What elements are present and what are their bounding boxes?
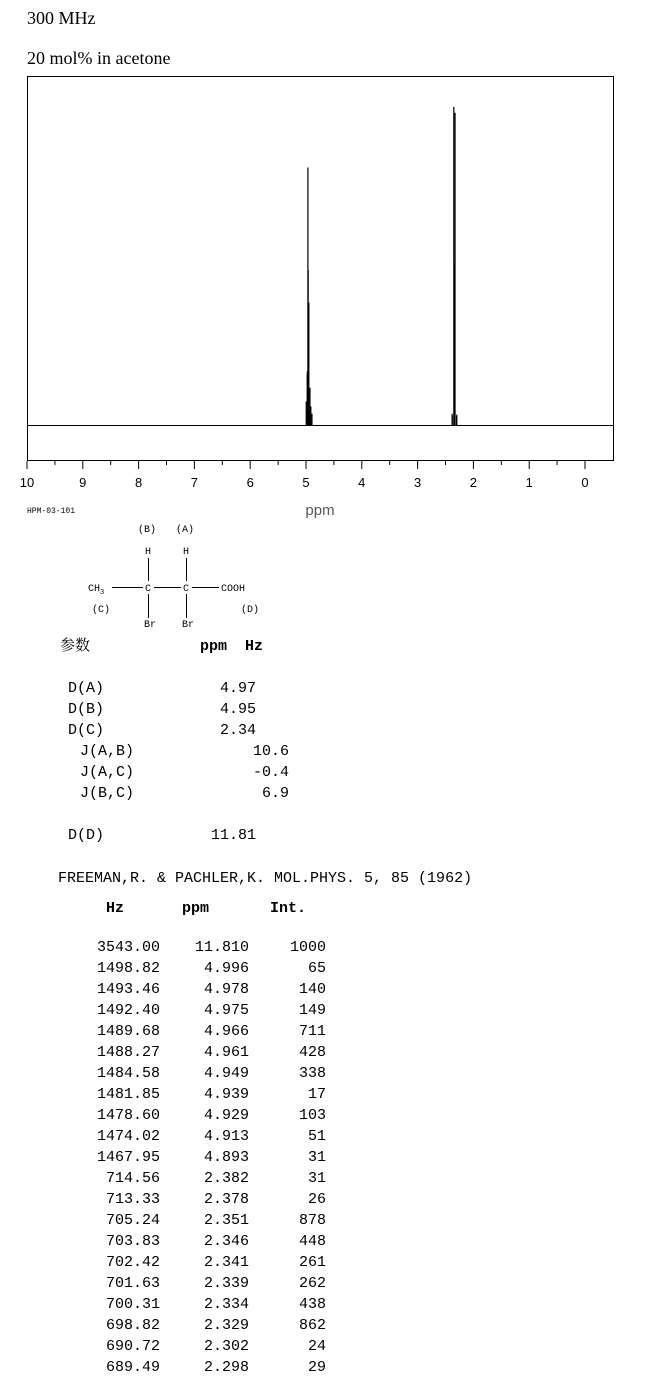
label-a: (A): [176, 525, 195, 536]
tick-label: 9: [79, 475, 87, 490]
param-value: 11.81: [210, 827, 256, 844]
peak-ppm: 4.966: [203, 1023, 249, 1040]
peak-int: 29: [307, 1359, 326, 1376]
peak-hz: 689.49: [105, 1359, 160, 1376]
spectrum-code: HPM-03-101: [27, 507, 76, 516]
peak-hz: 698.82: [105, 1317, 160, 1334]
peak-ppm: 4.913: [203, 1128, 249, 1145]
peak-int: 862: [298, 1317, 326, 1334]
tick-label: 8: [134, 475, 143, 490]
param-name: J(B,C): [80, 785, 135, 802]
br-atom-1: Br: [144, 620, 157, 631]
param-value: 4.95: [219, 701, 256, 718]
peak-ppm: 2.351: [203, 1212, 249, 1229]
peak-int: 31: [307, 1149, 326, 1166]
param-name: D(B): [68, 701, 105, 718]
label-d: (D): [241, 605, 260, 616]
col-ppm: ppm: [182, 900, 210, 917]
param-name: J(A,C): [80, 764, 135, 781]
label-c: (C): [92, 605, 111, 616]
peak-hz: 700.31: [105, 1296, 160, 1313]
peak-int: 51: [307, 1128, 326, 1145]
peak-int: 17: [307, 1086, 326, 1103]
peak-ppm: 2.329: [203, 1317, 249, 1334]
peak-ppm: 4.996: [203, 960, 249, 977]
peak-int: 65: [307, 960, 326, 977]
peak-int: 31: [307, 1170, 326, 1187]
param-name: D(A): [68, 680, 105, 697]
peak-int: 338: [298, 1065, 326, 1082]
peak-ppm: 4.978: [203, 981, 249, 998]
peak-ppm: 2.378: [203, 1191, 249, 1208]
peak-int: 711: [298, 1023, 326, 1040]
peak-int: 26: [307, 1191, 326, 1208]
param-name: D(D): [68, 827, 105, 844]
peak-ppm: 4.893: [203, 1149, 249, 1166]
col-int: Int.: [270, 900, 307, 917]
sample-label: 20 mol% in acetone: [27, 48, 171, 68]
param-name: D(C): [68, 722, 105, 739]
peak-int: 428: [298, 1044, 326, 1061]
peak-ppm: 2.302: [203, 1338, 249, 1355]
x-axis-ticks: [20, 461, 589, 490]
peak-ppm: 2.339: [203, 1275, 249, 1292]
param-value: 4.97: [219, 680, 256, 697]
peak-int: 262: [298, 1275, 326, 1292]
peak-hz: 701.63: [105, 1275, 160, 1292]
peak-ppm: 2.382: [203, 1170, 249, 1187]
tick-label: 5: [302, 475, 310, 490]
peak-ppm: 4.939: [203, 1086, 249, 1103]
peak-int: 261: [298, 1254, 326, 1271]
peak-hz: 690.72: [105, 1338, 160, 1355]
tick-label: 3: [413, 475, 422, 490]
peak-ppm: 2.298: [203, 1359, 249, 1376]
cooh-group: COOH: [221, 584, 246, 595]
peak-ppm: 4.975: [203, 1002, 249, 1019]
params-title: 参数: [60, 637, 91, 654]
tick-label: 10: [19, 475, 35, 490]
peak-int: 438: [298, 1296, 326, 1313]
peak-hz: 1474.02: [96, 1128, 160, 1145]
peak-hz: 3543.00: [96, 939, 160, 956]
nmr-spectrum-plot: [0, 0, 652, 520]
br-atom-2: Br: [182, 620, 195, 631]
peak-hz: 1492.40: [96, 1002, 160, 1019]
peak-ppm: 4.961: [203, 1044, 249, 1061]
col-hz: Hz: [106, 900, 125, 917]
tick-label: 0: [581, 475, 589, 490]
peak-int: 448: [298, 1233, 326, 1250]
plot-frame: [28, 77, 614, 461]
peak-hz: 1478.60: [96, 1107, 160, 1124]
tick-label: 2: [469, 475, 478, 490]
peak-hz: 702.42: [105, 1254, 160, 1271]
peak-int: 140: [298, 981, 326, 998]
tick-label: 4: [358, 475, 366, 490]
param-value: -0.4: [252, 764, 289, 781]
param-value: 2.34: [219, 722, 256, 739]
tick-label: 6: [246, 475, 254, 490]
peak-int: 878: [298, 1212, 326, 1229]
peak-hz: 1488.27: [96, 1044, 160, 1061]
peak-hz: 1484.58: [96, 1065, 160, 1082]
param-name: J(A,B): [80, 743, 135, 760]
peak-hz: 1467.95: [96, 1149, 160, 1166]
params-header: ppm Hz: [200, 638, 264, 655]
label-b: (B): [138, 525, 157, 536]
param-value: 6.9: [261, 785, 289, 802]
bonds: [112, 558, 219, 618]
h-atom-2: H: [183, 547, 190, 558]
peak-hz: 703.83: [105, 1233, 160, 1250]
peak-ppm: 4.929: [203, 1107, 249, 1124]
carbon-2: C: [183, 584, 190, 595]
peak-hz: 1498.82: [96, 960, 160, 977]
peak-int: 24: [307, 1338, 326, 1355]
peak-ppm: 2.346: [203, 1233, 249, 1250]
peak-hz: 714.56: [105, 1170, 160, 1187]
reference: FREEMAN,R. & PACHLER,K. MOL.PHYS. 5, 85 (1962): [58, 870, 473, 887]
frequency-label: 300 MHz: [27, 8, 96, 28]
peak-ppm: 4.949: [203, 1065, 249, 1082]
peak-hz: 1489.68: [96, 1023, 160, 1040]
peak-ppm: 11.810: [194, 939, 249, 956]
param-value: 10.6: [252, 743, 289, 760]
tick-label: 7: [190, 475, 199, 490]
tick-label: 1: [525, 475, 533, 490]
ch3-group: $CH_3$: [88, 584, 105, 597]
x-axis-label: ppm: [305, 502, 335, 519]
peak-hz: 713.33: [105, 1191, 160, 1208]
peak-hz: 705.24: [105, 1212, 160, 1229]
peak-int: 103: [298, 1107, 326, 1124]
peak-int: 149: [298, 1002, 326, 1019]
peak-int: 1000: [289, 939, 326, 956]
carbon-1: C: [145, 584, 152, 595]
molecule-structure: [80, 520, 280, 635]
peak-hz: 1493.46: [96, 981, 160, 998]
peak-ppm: 2.334: [203, 1296, 249, 1313]
peak-hz: 1481.85: [96, 1086, 160, 1103]
h-atom-1: H: [145, 547, 152, 558]
peak-lines: [306, 107, 457, 425]
peak-ppm: 2.341: [203, 1254, 249, 1271]
